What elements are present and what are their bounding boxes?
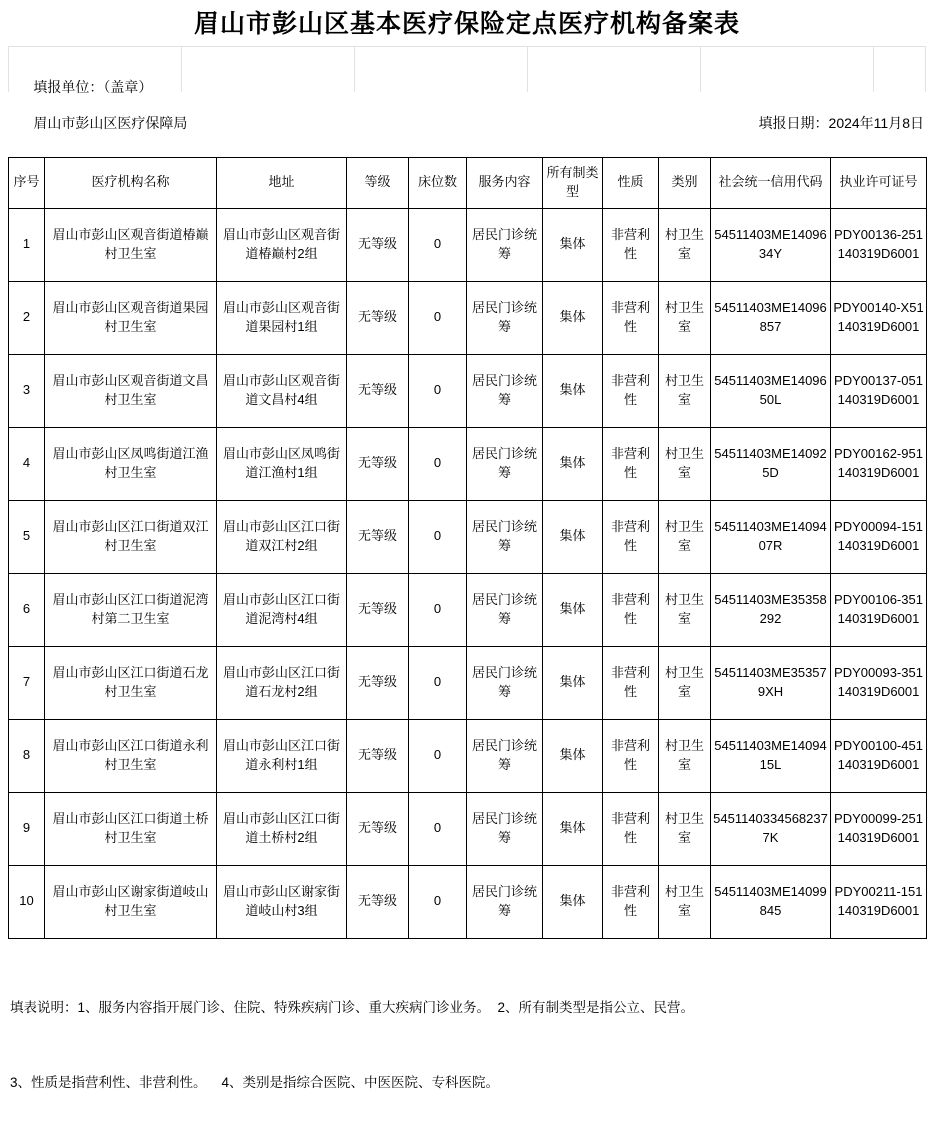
cell-license-no: PDY00093-351140319D6001 [831,646,927,719]
cell-nature: 非营利性 [603,500,659,573]
cell-ownership: 集体 [543,500,603,573]
cell-level: 无等级 [347,573,409,646]
cell-address: 眉山市彭山区谢家街道岐山村3组 [217,865,347,938]
cell-no: 9 [9,792,45,865]
cell-ownership: 集体 [543,719,603,792]
cell-no: 3 [9,354,45,427]
cell-nature: 非营利性 [603,208,659,281]
col-header-credit-code: 社会统一信用代码 [711,157,831,208]
cell-beds: 0 [409,281,467,354]
filer-block [10,61,187,149]
cell-service: 居民门诊统筹 [467,865,543,938]
cell-credit-code: 54511403ME14099845 [711,865,831,938]
cell-category: 村卫生室 [659,281,711,354]
cell-license-no: PDY00099-251140319D6001 [831,792,927,865]
cell-no: 8 [9,719,45,792]
col-header-name: 医疗机构名称 [45,157,217,208]
cell-nature: 非营利性 [603,427,659,500]
cell-category: 村卫生室 [659,792,711,865]
cell-license-no: PDY00094-151140319D6001 [831,500,927,573]
table-row [9,719,927,792]
table-row [9,354,927,427]
cell-service: 居民门诊统筹 [467,792,543,865]
cell-level: 无等级 [347,500,409,573]
cell-category: 村卫生室 [659,500,711,573]
cell-beds: 0 [409,354,467,427]
table-row [9,865,927,938]
table-row [9,792,927,865]
cell-name: 眉山市彭山区江口街道泥湾村第二卫生室 [45,573,217,646]
filer-value: 眉山市彭山区医疗保障局 [33,115,187,131]
cell-license-no: PDY00137-051140319D6001 [831,354,927,427]
cell-ownership: 集体 [543,354,603,427]
table-row [9,573,927,646]
cell-category: 村卫生室 [659,208,711,281]
instruction-line-1: 填表说明：1、服务内容指开展门诊、住院、特殊疾病门诊、重大疾病门诊业务。 2、所有制类型是指公立、民营。 [10,996,924,1021]
date-label: 填报日期： [759,115,829,131]
cell-level: 无等级 [347,646,409,719]
cell-credit-code: 54511403ME1409650L [711,354,831,427]
col-header-beds: 床位数 [409,157,467,208]
cell-category: 村卫生室 [659,354,711,427]
cell-ownership: 集体 [543,792,603,865]
cell-address: 眉山市彭山区观音街道文昌村4组 [217,354,347,427]
date-value: 2024年11月8日 [829,115,924,131]
cell-no: 1 [9,208,45,281]
cell-beds: 0 [409,208,467,281]
cell-nature: 非营利性 [603,792,659,865]
cell-service: 居民门诊统筹 [467,646,543,719]
cell-address: 眉山市彭山区江口街道泥湾村4组 [217,573,347,646]
cell-address: 眉山市彭山区江口街道石龙村2组 [217,646,347,719]
cell-name: 眉山市彭山区观音街道椿巅村卫生室 [45,208,217,281]
cell-service: 居民门诊统筹 [467,719,543,792]
col-header-service: 服务内容 [467,157,543,208]
cell-address: 眉山市彭山区凤鸣街道江渔村1组 [217,427,347,500]
cell-no: 10 [9,865,45,938]
cell-beds: 0 [409,500,467,573]
date-block [735,97,924,149]
cell-nature: 非营利性 [603,865,659,938]
cell-no: 2 [9,281,45,354]
cell-ownership: 集体 [543,573,603,646]
col-header-nature: 性质 [603,157,659,208]
cell-name: 眉山市彭山区观音街道果园村卫生室 [45,281,217,354]
cell-service: 居民门诊统筹 [467,354,543,427]
cell-ownership: 集体 [543,281,603,354]
cell-name: 眉山市彭山区江口街道土桥村卫生室 [45,792,217,865]
cell-beds: 0 [409,719,467,792]
cell-name: 眉山市彭山区观音街道文昌村卫生室 [45,354,217,427]
cell-service: 居民门诊统筹 [467,208,543,281]
cell-category: 村卫生室 [659,573,711,646]
cell-service: 居民门诊统筹 [467,573,543,646]
facilities-table [8,157,927,939]
col-header-category: 类别 [659,157,711,208]
cell-address: 眉山市彭山区江口街道双江村2组 [217,500,347,573]
cell-credit-code: 54511403ME35358292 [711,573,831,646]
cell-ownership: 集体 [543,865,603,938]
cell-ownership: 集体 [543,208,603,281]
col-header-address: 地址 [217,157,347,208]
cell-license-no: PDY00211-151140319D6001 [831,865,927,938]
cell-license-no: PDY00162-951140319D6001 [831,427,927,500]
cell-level: 无等级 [347,354,409,427]
cell-no: 5 [9,500,45,573]
cell-nature: 非营利性 [603,646,659,719]
cell-beds: 0 [409,573,467,646]
cell-category: 村卫生室 [659,427,711,500]
cell-beds: 0 [409,427,467,500]
cell-no: 4 [9,427,45,500]
cell-level: 无等级 [347,208,409,281]
col-header-license: 执业许可证号 [831,157,927,208]
cell-name: 眉山市彭山区凤鸣街道江渔村卫生室 [45,427,217,500]
cell-credit-code: 54511403ME1409407R [711,500,831,573]
cell-category: 村卫生室 [659,646,711,719]
cell-credit-code: 54511403ME1409634Y [711,208,831,281]
cell-name: 眉山市彭山区谢家街道岐山村卫生室 [45,865,217,938]
cell-credit-code: 54511403345682377K [711,792,831,865]
cell-name: 眉山市彭山区江口街道双江村卫生室 [45,500,217,573]
cell-name: 眉山市彭山区江口街道石龙村卫生室 [45,646,217,719]
filer-label: 填报单位：（盖章） [33,79,152,95]
cell-service: 居民门诊统筹 [467,427,543,500]
table-header-row [9,157,927,208]
cell-service: 居民门诊统筹 [467,281,543,354]
cell-address: 眉山市彭山区观音街道椿巅村2组 [217,208,347,281]
cell-license-no: PDY00106-351140319D6001 [831,573,927,646]
cell-license-no: PDY00136-251140319D6001 [831,208,927,281]
table-row [9,281,927,354]
table-row [9,646,927,719]
cell-beds: 0 [409,865,467,938]
cell-nature: 非营利性 [603,354,659,427]
cell-level: 无等级 [347,792,409,865]
cell-address: 眉山市彭山区观音街道果园村1组 [217,281,347,354]
table-row [9,500,927,573]
cell-license-no: PDY00140-X51140319D6001 [831,281,927,354]
cell-beds: 0 [409,792,467,865]
cell-no: 6 [9,573,45,646]
cell-credit-code: 54511403ME1409415L [711,719,831,792]
form-instructions [8,939,926,1146]
page-title: 眉山市彭山区基本医疗保险定点医疗机构备案表 [8,0,926,47]
cell-address: 眉山市彭山区江口街道永利村1组 [217,719,347,792]
cell-ownership: 集体 [543,427,603,500]
cell-category: 村卫生室 [659,865,711,938]
cell-level: 无等级 [347,427,409,500]
col-header-level: 等级 [347,157,409,208]
instruction-line-2: 3、性质是指营利性、非营利性。 4、类别是指综合医院、中医医院、专科医院。 [10,1071,924,1096]
cell-level: 无等级 [347,865,409,938]
cell-beds: 0 [409,646,467,719]
cell-nature: 非营利性 [603,719,659,792]
table-row [9,427,927,500]
cell-ownership: 集体 [543,646,603,719]
cell-name: 眉山市彭山区江口街道永利村卫生室 [45,719,217,792]
table-body [9,208,927,938]
cell-nature: 非营利性 [603,281,659,354]
cell-category: 村卫生室 [659,719,711,792]
meta-row [8,47,926,157]
cell-license-no: PDY00100-451140319D6001 [831,719,927,792]
cell-credit-code: 54511403ME353579XH [711,646,831,719]
col-header-no: 序号 [9,157,45,208]
cell-address: 眉山市彭山区江口街道土桥村2组 [217,792,347,865]
cell-service: 居民门诊统筹 [467,500,543,573]
cell-level: 无等级 [347,281,409,354]
cell-credit-code: 54511403ME14096857 [711,281,831,354]
col-header-ownership: 所有制类型 [543,157,603,208]
cell-nature: 非营利性 [603,573,659,646]
cell-level: 无等级 [347,719,409,792]
cell-credit-code: 54511403ME140925D [711,427,831,500]
table-row [9,208,927,281]
cell-no: 7 [9,646,45,719]
